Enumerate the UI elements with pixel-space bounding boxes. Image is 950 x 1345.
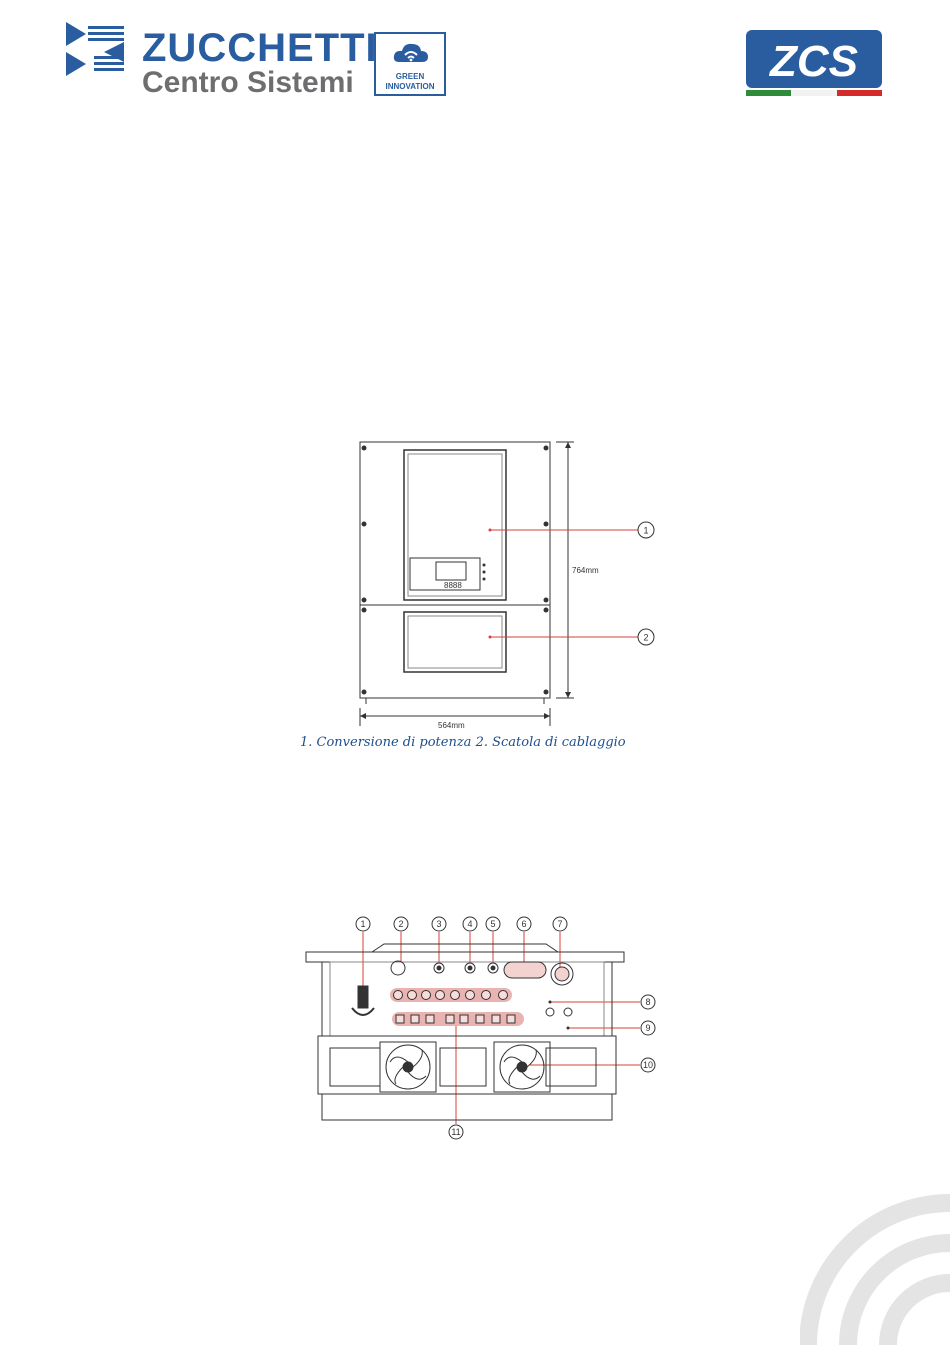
- callout-5-label: 5: [490, 919, 496, 929]
- callout-8-label: 8: [645, 997, 651, 1007]
- callout-1-label: 1: [643, 525, 649, 536]
- figure1-caption: 1. Conversione di potenza 2. Scatola di cablaggio: [300, 735, 626, 750]
- zcs-logo-text: ZCS: [770, 37, 858, 86]
- zcs-logo: [746, 30, 882, 98]
- badge-line2: INNOVATION: [385, 82, 435, 91]
- callout-9-label: 9: [645, 1023, 651, 1033]
- green-innovation-badge: [374, 32, 446, 96]
- callout-7-label: 7: [557, 919, 563, 929]
- callout-10-label: 10: [642, 1060, 654, 1070]
- callout-2-label: 2: [643, 632, 649, 643]
- callout-11-label: 11: [451, 1127, 461, 1137]
- badge-line1: GREEN: [395, 72, 425, 81]
- brand-name: ZUCCHETTI: [142, 26, 378, 70]
- callout-3-label: 3: [436, 919, 442, 929]
- cloud-wifi-icon: [391, 38, 431, 68]
- inverter-bottom-diagram: [300, 912, 670, 1142]
- zucchetti-logo: [64, 12, 454, 102]
- inverter-front-diagram: [340, 430, 680, 735]
- zcs-logo-icon: [746, 30, 882, 98]
- brand-arrows-icon: [64, 14, 128, 84]
- brand-subtitle: Centro Sistemi: [142, 66, 354, 99]
- fan-icon: [386, 1045, 430, 1089]
- callout-4-label: 4: [467, 919, 473, 929]
- fan-icon: [500, 1045, 544, 1089]
- display-digits: 8888: [444, 581, 462, 590]
- callout-6-label: 6: [521, 919, 527, 929]
- italian-flag-icon: [746, 90, 882, 96]
- decorative-arcs: [800, 1185, 950, 1345]
- callout-1-label: 1: [360, 919, 366, 929]
- callout-2-label: 2: [398, 919, 404, 929]
- width-dimension: 564mm: [438, 721, 465, 730]
- height-dimension: 764mm: [572, 566, 599, 575]
